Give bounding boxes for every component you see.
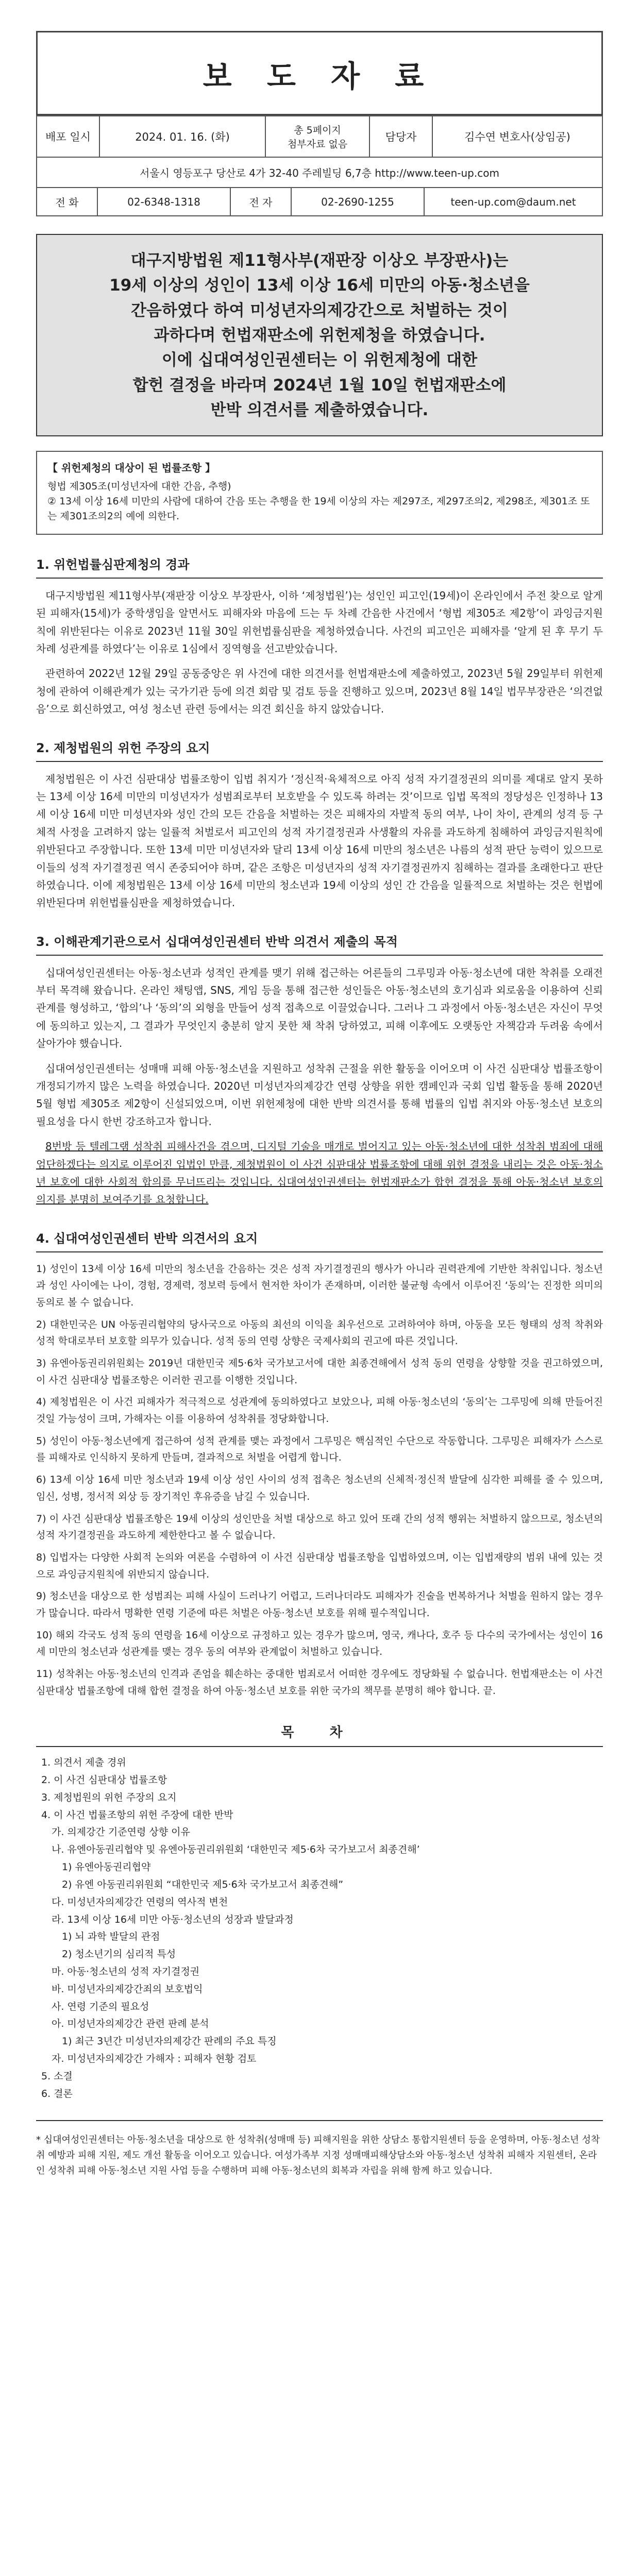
- section-3: [36, 931, 603, 1209]
- headline-box: [36, 234, 603, 436]
- toc-item: 라. 13세 이상 16세 미만 아동·청소년의 성장과 발달과정: [52, 1913, 294, 1925]
- toc-item: 2. 이 사건 심판대상 법률조항: [41, 1774, 167, 1786]
- opinion-item: 8) 입법자는 다양한 사회적 논의와 여론을 수렴하여 이 사건 심판대상 법률조항을 입법하였으며, 이는 입법재량의 범위 내에 있는 것으로 과잉금지원칙에 위반되지 않습니다.: [36, 1551, 603, 1580]
- date-value: 2024. 01. 16. (화): [99, 116, 265, 157]
- toc-item: 2) 청소년기의 심리적 특성: [62, 1948, 176, 1960]
- section-paragraph: 관련하여 2022년 12월 29일 공동중앙은 위 사건에 대한 의견서를 헌법재판소에 제출하였고, 2023년 5월 29일부터 위헌제청에 관하여 이해관계가 있는 국가기관 등에 의견 회람 및 검토 등을 진행하고 있으며, 2023년 8월 14일 법무부장관은 ‘의견없음’으로 회신하였고, 여성 청소년 관련 등에서는 의견 회신을 하지 않았습니다.: [36, 667, 603, 716]
- document-title: 보 도 자 료: [36, 31, 603, 115]
- section-paragraph: 제청법원은 이 사건 심판대상 법률조항이 입법 취지가 ‘정신적·육체적으로 아직 성적 자기결정권의 의미를 제대로 알지 못하는 13세 이상 16세 미만의 미성년자가 성범죄로부터 보호받을 수 있도록 하려는 것’이므로 입법 목적의 정당성은 인정하나 13세 이상 16세 미만 미성년자와 성인 간의 모든 간음을 처벌하는 것은 피해자의 자발적 동의 여부, 나이 차이, 관계의 성격 등 구체적 사정을 고려하지 않는 일률적 처벌로서 피고인의 성적 자기결정권과 사생활의 자유를 과도하게 침해하여 과잉금지원칙에 위반된다고 주장합니다. 또한 13세 미만 미성년자와 달리 13세 이상 16세 미만의 청소년은 나름의 성적 판단 능력이 있으므로 이들의 성적 자기결정권 역시 존중되어야 하며, 같은 조항은 미성년자의 성적 자기결정권까지 침해하는 결과를 초래한다고 판단하였습니다. 이에 제청법원은 13세 이상 16세 미만의 청소년과 19세 이상의 성인 간 간음을 일률적으로 처벌하는 것은 헌법에 위반된다며 위헌법률심판을 제청하였습니다.: [36, 772, 603, 909]
- headline-line: 대구지방법원 제11형사부(재판장 이상오 부장판사)는: [130, 251, 509, 270]
- opinion-item: 1) 성인이 13세 이상 16세 미만의 청소년을 간음하는 것은 성적 자기결정권의 행사가 아니라 권력관계에 기반한 착취입니다. 청소년과 성인 사이에는 나이, 경험, 경제력, 정보력 등에서 현저한 차이가 존재하며, 이러한 불균형 속에서 이루어진 ‘동의’는 진정한 의미의 동의로 볼 수 없습니다.: [36, 1263, 603, 1309]
- address-line: 서울시 영등포구 당산로 4가 32-40 주레빌딩 6,7층 http://www.teen-up.com: [36, 158, 603, 188]
- toc-item: 가. 의제강간 기준연령 상향 이유: [52, 1826, 190, 1838]
- opinion-item: 6) 13세 이상 16세 미만 청소년과 19세 이상 성인 사이의 성적 접촉은 청소년의 신체적·정신적 발달에 심각한 피해를 줄 수 있으며, 임신, 성병, 정서적 외상 등 장기적인 후유증을 남길 수 있습니다.: [36, 1474, 603, 1502]
- headline-line: 과하다며 헌법재판소에 위헌제청을 하였습니다.: [154, 326, 485, 345]
- related-statute-box: [36, 451, 603, 535]
- headline-line: 반박 의견서를 제출하였습니다.: [210, 401, 429, 420]
- opinion-item: 7) 이 사건 심판대상 법률조항은 19세 이상의 성인만을 처벌 대상으로 하고 있어 또래 간의 성적 행위는 처벌하지 않으므로, 청소년의 성적 자기결정권을 과도하게 제한한다고 볼 수 없습니다.: [36, 1513, 603, 1541]
- section-title: 4. 십대여성인권센터 반박 의견서의 요지: [36, 1228, 603, 1252]
- section-2: [36, 738, 603, 912]
- pages-info: 총 5페이지 첨부자료 없음: [265, 116, 369, 157]
- toc-item: 1) 최근 3년간 미성년자의제강간 판례의 주요 특징: [62, 2036, 277, 2047]
- contact-table: [36, 188, 603, 216]
- email-value: teen-up.com@daum.net: [424, 188, 602, 216]
- table-of-contents: [36, 1754, 603, 2103]
- toc-item: 바. 미성년자의제강간죄의 보호법익: [52, 1983, 203, 1995]
- section-1: [36, 554, 603, 718]
- meta-table: [36, 115, 603, 158]
- toc-item: 2) 유엔 아동권리위원회 “대한민국 제5·6차 국가보고서 최종견해”: [62, 1878, 344, 1890]
- toc-item: 1. 의견서 제출 경위: [41, 1757, 126, 1769]
- phone-value: 02-6348-1318: [97, 188, 230, 216]
- headline-line: 합헌 결정을 바라며 2024년 1월 10일 헌법재판소에: [132, 376, 507, 395]
- section-paragraph: 십대여성인권센터는 성매매 피해 아동·청소년을 지원하고 성착취 근절을 위한 활동을 이어오며 이 사건 심판대상 법률조항이 개정되기까지 많은 노력을 하였습니다. 2020년 미성년자의제강간 연령 상향을 위한 캠페인과 국회 입법 활동을 통해 2020년 5월 형법 제305조 제2항이 신설되었으며, 이번 위헌제청에 대한 반박 의견서를 통해 법률의 입법 취지와 아동·청소년 보호의 필요성을 다시 한번 강조하고자 합니다.: [36, 1062, 603, 1128]
- toc-item: 4. 이 사건 법률조항의 위헌 주장에 대한 반박: [41, 1809, 233, 1821]
- manager-label: 담당자: [369, 116, 432, 157]
- section-paragraph: 대구지방법원 제11형사부(재판장 이상오 부장판사, 이하 ‘제청법원’)는 성인인 피고인(19세)이 온라인에서 주전 찾으로 알게 된 피해자(15세)가 중학생임을 알면서도 피해자와 마음에 드는 두 차례 간음한 사건에서 ‘형법 제305조 제2항’이 과잉금지원칙에 위반된다는 이유로 2023년 11월 30일 위헌법률심판을 제청하였습니다. 사건의 피고인은 피해자를 ‘알게 된 후 무기 두 차례 성관계를 하였다’는 이유로 1심에서 징역형을 선고받았습니다.: [36, 589, 603, 655]
- section-paragraph-underlined: 8번방 등 텔레그램 성착취 피해사건을 겪으며, 디지털 기술을 매개로 벌어지고 있는 아동·청소년에 대한 성착취 범죄에 대해 엄단하겠다는 의지로 이루어진 입법인 만큼, 제청법원이 이 사건 심판대상 법률조항에 대해 위헌 결정을 내리는 것은 아동·청소년 보호에 대한 사회적 합의를 무너뜨리는 것입니다. 십대여성인권센터는 헌법재판소가 합헌 결정을 통해 아동·청소년 보호의 의지를 분명히 보여주기를 요청합니다.: [36, 1140, 603, 1206]
- toc-item: 아. 미성년자의제강간 관련 판례 분석: [52, 2018, 209, 2030]
- toc-title: 목 차: [281, 1725, 358, 1741]
- manager-value: 김수연 변호사(상임공): [432, 116, 602, 157]
- phone-label: 전 화: [37, 188, 97, 216]
- related-statute-title: 【 위헌제청의 대상이 된 법률조항 】: [47, 461, 215, 474]
- related-statute-line: ② 13세 이상 16세 미만의 사람에 대하여 간음 또는 추행을 한 19세 이상의 자는 제297조, 제297조의2, 제298조, 제301조 또는 제301조의2의 예에 의한다.: [47, 495, 590, 522]
- toc-item: 5. 소결: [41, 2070, 73, 2082]
- headline-line: 이에 십대여성인권센터는 이 위헌제청에 대한: [161, 351, 478, 370]
- toc-item: 다. 미성년자의제강간 연령의 역사적 변천: [52, 1896, 228, 1908]
- fax-label: 전 자: [230, 188, 291, 216]
- related-statute-line: 형법 제305조(미성년자에 대한 간음, 추행): [47, 480, 231, 492]
- opinion-item: 11) 성착취는 아동·청소년의 인격과 존엄을 훼손하는 중대한 범죄로서 어떠한 경우에도 정당화될 수 없습니다. 헌법재판소는 이 사건 심판대상 법률조항에 대해 합헌 결정을 하여 아동·청소년 보호를 위한 국가의 책무를 분명히 해야 합니다. 끝.: [36, 1668, 603, 1697]
- toc-item: 1) 뇌 과학 발달의 관점: [62, 1931, 160, 1943]
- toc-item: 1) 유엔아동권리협약: [62, 1861, 151, 1873]
- toc-item: 6. 결론: [41, 2088, 73, 2099]
- opinion-item: 9) 청소년을 대상으로 한 성범죄는 피해 사실이 드러나기 어렵고, 드러나더라도 피해자가 진술을 번복하거나 처벌을 원하지 않는 경우가 많습니다. 따라서 명확한 연령 기준에 따른 처벌은 아동·청소년 보호를 위해 필수적입니다.: [36, 1590, 603, 1619]
- toc-item: 나. 유엔아동권리협약 및 유엔아동권리위원회 ‘대한민국 제5·6차 국가보고서 최종견해’: [52, 1844, 420, 1856]
- toc-item: 사. 연령 기준의 필요성: [52, 2001, 149, 2012]
- toc-item: 자. 미성년자의제강간 가해자 : 피해자 현황 검토: [52, 2053, 257, 2065]
- date-label: 배포 일시: [37, 116, 99, 157]
- headline-line: 간음하였다 하여 미성년자의제강간으로 처벌하는 것이: [131, 301, 508, 320]
- section-title: 2. 제청법원의 위헌 주장의 요지: [36, 738, 603, 762]
- section-paragraph: 십대여성인권센터는 아동·청소년과 성적인 관계를 맺기 위해 접근하는 어른들의 그루밍과 아동·청소년에 대한 착취를 오래전부터 목격해 왔습니다. 온라인 채팅앱, SNS, 게임 등을 통해 접근한 성인들은 아동·청소년의 호기심과 외로움을 이용하여 신뢰 관계를 형성하고, ‘합의’나 ‘동의’의 외형을 만들어 성적 접촉으로 이끌었습니다. 그러나 그 과정에서 아동·청소년은 자신이 무엇에 동의하고 있는지, 그 결과가 무엇인지 충분히 알지 못한 채 착취 당하였고, 피해 이후에도 오랫동안 자책감과 두려움 속에서 살아가야 했습니다.: [36, 966, 603, 1050]
- toc-item: 3. 제청법원의 위헌 주장의 요지: [41, 1791, 177, 1803]
- toc-item: 마. 아동·청소년의 성적 자기결정권: [52, 1965, 200, 1977]
- section-title: 1. 위헌법률심판제청의 경과: [36, 554, 603, 579]
- headline-line: 19세 이상의 성인이 13세 이상 16세 미만의 아동·청소년을: [109, 276, 530, 295]
- fax-value: 02-2690-1255: [291, 188, 424, 216]
- opinion-item: 5) 성인이 아동·청소년에게 접근하여 성적 관계를 맺는 과정에서 그루밍은 핵심적인 수단으로 작동합니다. 그루밍은 피해자가 스스로를 피해자로 인식하지 못하게 만들며, 결과적으로 처벌을 어렵게 합니다.: [36, 1435, 603, 1464]
- organization-footnote: * 십대여성인권센터는 아동·청소년을 대상으로 한 성착취(성매매 등) 피해지원을 위한 상담소 통합지원센터 등을 운영하며, 아동·청소년 성착취 예방과 피해 지원, 제도 개선 활동을 이어오고 있습니다. 여성가족부 지정 성매매피해상담소와 아동·청소년 성착취 피해자 지원센터, 온라인 성착취 피해 아동·청소년 지원 사업 등을 수행하며 피해 아동·청소년의 회복과 자립을 위해 함께 하고 있습니다.: [36, 2134, 600, 2176]
- opinion-item: 4) 제청법원은 이 사건 피해자가 적극적으로 성관계에 동의하였다고 보았으나, 피해 아동·청소년의 ‘동의’는 그루밍에 의해 만들어진 것일 가능성이 크며, 가해자는 이를 이용하여 성착취를 정당화합니다.: [36, 1396, 603, 1425]
- footnote-divider: [36, 2120, 603, 2121]
- section-4: [36, 1228, 603, 1699]
- opinion-item: 2) 대한민국은 UN 아동권리협약의 당사국으로 아동의 최선의 이익을 최우선으로 고려하여야 하며, 아동을 모든 형태의 성적 착취와 성적 학대로부터 보호할 의무가 있습니다. 성적 동의 연령 상향은 국제사회의 권고에 따른 것입니다.: [36, 1318, 603, 1347]
- opinion-item: 3) 유엔아동권리위원회는 2019년 대한민국 제5·6차 국가보고서에 대한 최종견해에서 성적 동의 연령을 상향할 것을 권고하였으며, 이 사건 심판대상 법률조항은 이러한 권고를 이행한 것입니다.: [36, 1358, 603, 1386]
- toc-divider: [36, 1746, 603, 1747]
- section-title: 3. 이해관계기관으로서 십대여성인권센터 반박 의견서 제출의 목적: [36, 931, 603, 956]
- opinion-item: 10) 해외 각국도 성적 동의 연령을 16세 이상으로 규정하고 있는 경우가 많으며, 영국, 캐나다, 호주 등 다수의 국가에서는 성인이 16세 미만의 청소년과 성관계를 맺는 경우 동의 여부와 관계없이 처벌하고 있습니다.: [36, 1629, 603, 1658]
